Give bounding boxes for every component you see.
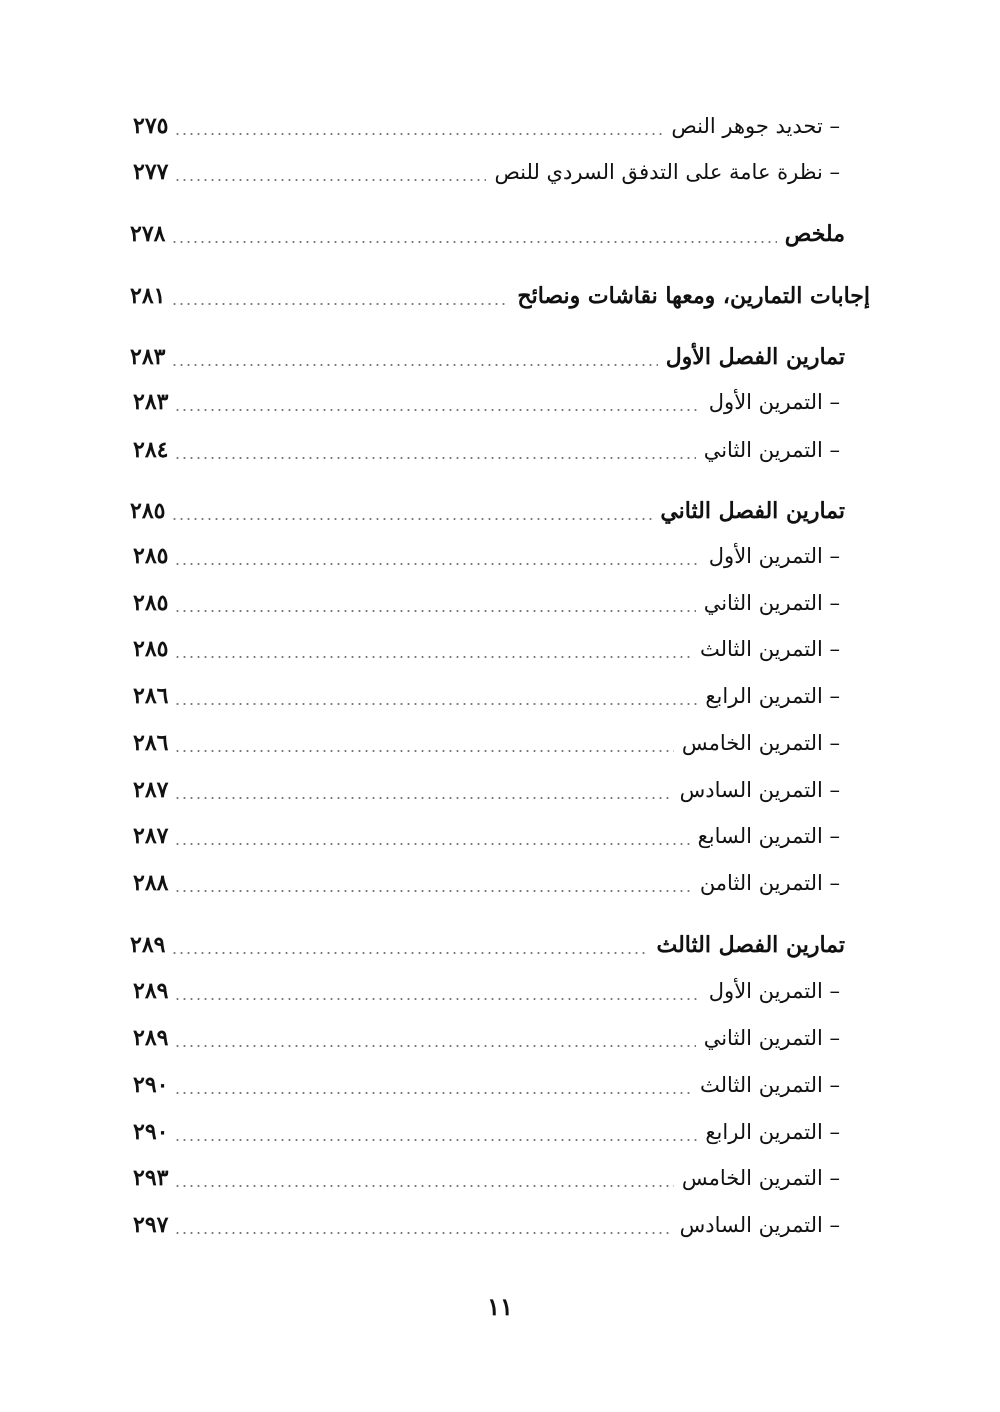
toc-entry-page: ٢٨٥ <box>133 543 169 569</box>
toc-entry[interactable] <box>133 1112 840 1152</box>
dot-leader <box>174 656 692 658</box>
dot-leader <box>171 364 657 366</box>
toc-entry-page: ٢٨١ <box>130 283 166 309</box>
toc-entry-page: ٢٨٩ <box>133 1025 169 1051</box>
toc-entry-title: – تحديد جوهر النص <box>671 114 840 138</box>
dot-leader <box>174 1185 673 1187</box>
toc-entry-page: ٢٨٥ <box>130 498 166 524</box>
dot-leader <box>174 1139 697 1141</box>
toc-entry[interactable] <box>133 816 840 856</box>
toc-entry[interactable] <box>130 337 845 377</box>
dot-leader <box>174 1092 692 1094</box>
toc-entry[interactable] <box>133 382 840 422</box>
toc-entry[interactable] <box>133 430 840 470</box>
toc-entry-page: ٢٨٦ <box>133 683 169 709</box>
toc-entry-title: – التمرين الثاني <box>703 438 840 462</box>
toc-entry-title: – التمرين الثاني <box>703 591 840 615</box>
toc-entry-page: ٢٨٦ <box>133 730 169 756</box>
toc-entry-page: ٢٨٩ <box>133 978 169 1004</box>
toc-entry-page: ٢٨٣ <box>133 389 169 415</box>
toc-entry-title: إجابات التمارين، ومعها نقاشات ونصائح <box>517 283 870 309</box>
dot-leader <box>174 563 700 565</box>
toc-entry-page: ٢٧٨ <box>130 221 166 247</box>
toc-entry-title: – التمرين الثامن <box>699 871 840 895</box>
toc-entry-title: – التمرين السابع <box>697 824 840 848</box>
toc-entry-page: ٢٩٧ <box>133 1212 169 1238</box>
dot-leader <box>171 303 509 305</box>
toc-entry[interactable] <box>133 629 840 669</box>
toc-entry[interactable] <box>133 1205 840 1245</box>
dot-leader <box>174 750 673 752</box>
toc-entry-title: – التمرين السادس <box>679 778 840 802</box>
dot-leader <box>174 457 695 459</box>
dot-leader <box>171 241 776 243</box>
toc-entry-page: ٢٩٠ <box>133 1072 169 1098</box>
toc-entry-title: – التمرين الأول <box>708 979 840 1003</box>
toc-entry[interactable] <box>133 723 840 763</box>
dot-leader <box>174 179 486 181</box>
toc-entry-title: – نظرة عامة على التدفق السردي للنص <box>494 160 840 184</box>
toc-entry-page: ٢٨٤ <box>133 437 169 463</box>
toc-entry[interactable] <box>130 214 845 254</box>
toc-entry-page: ٢٩٣ <box>133 1165 169 1191</box>
toc-entry[interactable] <box>133 1158 840 1198</box>
toc-entry-page: ٢٨٥ <box>133 590 169 616</box>
toc-entry-title: – التمرين الرابع <box>705 1120 840 1144</box>
toc-entry-title: – التمرين الثالث <box>700 1073 840 1097</box>
page-number: ١١ <box>487 1292 513 1321</box>
toc-entry[interactable] <box>133 152 840 192</box>
toc-entry[interactable] <box>133 770 840 810</box>
toc-entry-title: – التمرين الثالث <box>700 637 840 661</box>
toc-entry-page: ٢٧٧ <box>133 159 169 185</box>
toc-entry-title: – التمرين الرابع <box>705 684 840 708</box>
dot-leader <box>174 1232 671 1234</box>
toc-entry-page: ٢٨٨ <box>133 870 169 896</box>
toc-entry-title: – التمرين الثاني <box>703 1026 840 1050</box>
dot-leader <box>174 998 700 1000</box>
toc-entry[interactable] <box>133 863 840 903</box>
toc-entry-title: – التمرين الخامس <box>681 1166 840 1190</box>
toc-entry-page: ٢٨٧ <box>133 777 169 803</box>
dot-leader <box>174 703 697 705</box>
toc-entry-title: تمارين الفصل الثاني <box>660 498 845 524</box>
toc-entry-page: ٢٨٧ <box>133 823 169 849</box>
toc-entry-title: – التمرين الأول <box>708 390 840 414</box>
dot-leader <box>174 890 691 892</box>
toc-entry-title: ملخص <box>784 221 845 247</box>
dot-leader <box>174 1045 695 1047</box>
toc-entry[interactable] <box>133 1018 840 1058</box>
toc-entry-page: ٢٨٥ <box>133 636 169 662</box>
toc-entry[interactable] <box>133 536 840 576</box>
toc-entry[interactable] <box>130 276 870 316</box>
toc-entry-page: ٢٨٩ <box>130 932 166 958</box>
dot-leader <box>174 610 695 612</box>
dot-leader <box>171 518 652 520</box>
toc-entry-title: تمارين الفصل الثالث <box>656 932 845 958</box>
toc-entry-page: ٢٧٥ <box>133 113 169 139</box>
toc-entry[interactable] <box>133 676 840 716</box>
dot-leader <box>174 409 700 411</box>
dot-leader <box>174 843 689 845</box>
dot-leader <box>171 952 648 954</box>
toc-entry-page: ٢٩٠ <box>133 1119 169 1145</box>
toc-entry-title: – التمرين الخامس <box>681 731 840 755</box>
dot-leader <box>174 797 671 799</box>
toc-entry[interactable] <box>130 925 845 965</box>
toc-entry[interactable] <box>133 583 840 623</box>
toc-entry-title: تمارين الفصل الأول <box>665 344 845 370</box>
toc-entry-title: – التمرين الأول <box>708 544 840 568</box>
toc-entry-page: ٢٨٣ <box>130 344 166 370</box>
toc-entry[interactable] <box>133 1065 840 1105</box>
toc-entry[interactable] <box>130 491 845 531</box>
toc-entry-title: – التمرين السادس <box>679 1213 840 1237</box>
dot-leader <box>174 133 663 135</box>
toc-entry[interactable] <box>133 106 840 146</box>
toc-entry[interactable] <box>133 971 840 1011</box>
